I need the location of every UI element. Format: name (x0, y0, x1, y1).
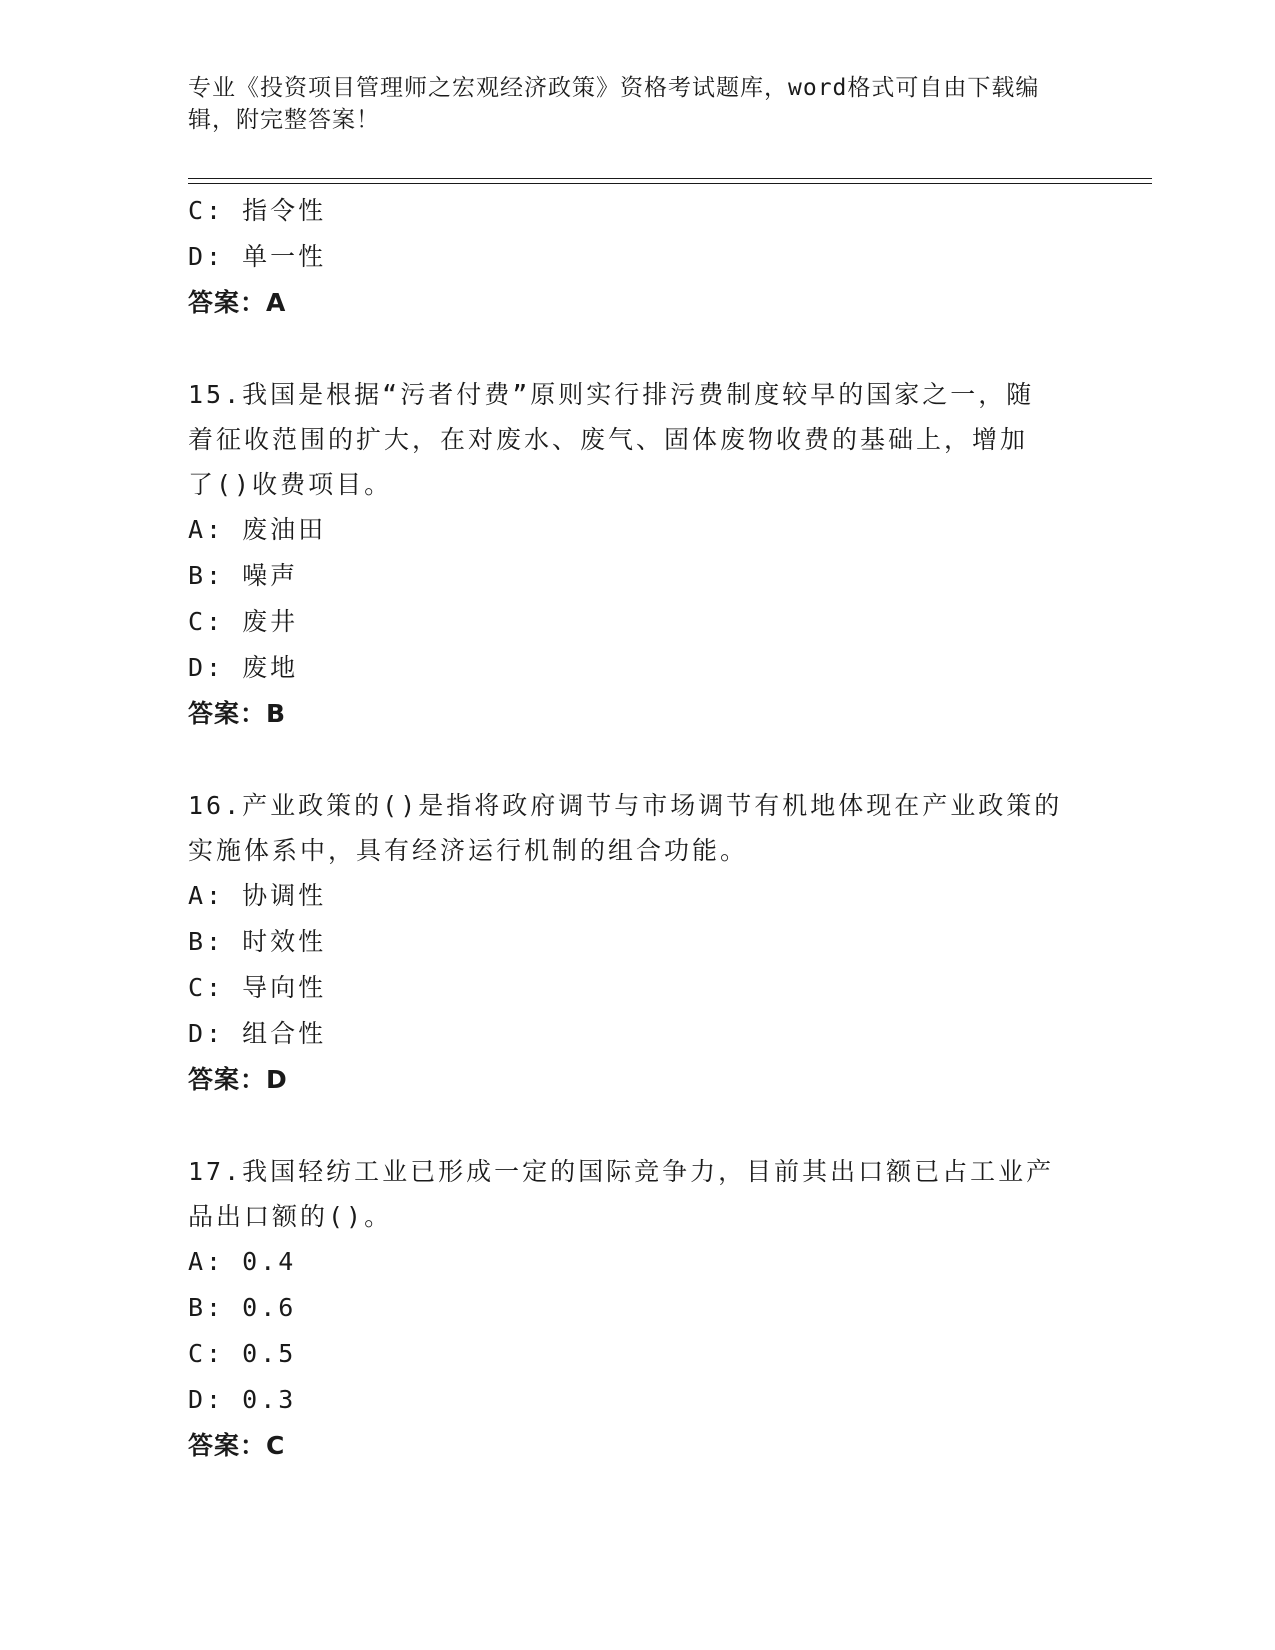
option-text: 导向性 (242, 973, 327, 1002)
answer-line: 答案：D (188, 1065, 288, 1094)
option-label: B: (188, 927, 225, 956)
option-text: 0.5 (242, 1339, 297, 1368)
question-content (188, 188, 1088, 1469)
option-d (188, 1377, 1088, 1423)
stem-line: 了()收费项目。 (188, 470, 393, 499)
option-text: 0.3 (242, 1385, 297, 1414)
stem-line: 15.我国是根据“污者付费”原则实行排污费制度较早的国家之一，随 (188, 380, 1035, 409)
header-rule-top (188, 178, 1152, 179)
option-label: A: (188, 515, 225, 544)
option-a (188, 873, 1088, 919)
option-label: D: (188, 1385, 225, 1414)
question-continued (188, 188, 1088, 326)
option-label: D: (188, 1019, 225, 1048)
option-b (188, 553, 1088, 599)
option-label: D: (188, 242, 225, 271)
option-text: 废地 (242, 653, 299, 682)
option-label: A: (188, 1247, 225, 1276)
question-17 (188, 1149, 1088, 1469)
question-stem (188, 783, 1068, 873)
option-a (188, 507, 1088, 553)
option-c (188, 599, 1088, 645)
option-c (188, 1331, 1088, 1377)
option-text: 废井 (242, 607, 299, 636)
header-line-2: 辑，附完整答案！ (188, 107, 380, 133)
option-d (188, 1011, 1088, 1057)
option-text: 噪声 (242, 561, 299, 590)
option-text: 时效性 (242, 927, 327, 956)
option-text: 0.6 (242, 1293, 297, 1322)
option-label: B: (188, 561, 225, 590)
option-text: 废油田 (242, 515, 327, 544)
option-label: C: (188, 1339, 225, 1368)
option-label: B: (188, 1293, 225, 1322)
stem-line: 16.产业政策的()是指将政府调节与市场调节有机地体现在产业政策的 (188, 791, 1063, 820)
option-label: C: (188, 607, 225, 636)
option-d (188, 234, 1088, 280)
option-d (188, 645, 1088, 691)
option-c (188, 188, 1088, 234)
option-label: C: (188, 196, 225, 225)
header-rule-bottom (188, 183, 1152, 184)
question-stem (188, 372, 1068, 507)
stem-line: 17.我国轻纺工业已形成一定的国际竞争力，目前其出口额已占工业产 (188, 1157, 1055, 1186)
question-15 (188, 372, 1088, 737)
option-text: 单一性 (242, 242, 327, 271)
stem-line: 实施体系中，具有经济运行机制的组合功能。 (188, 836, 749, 865)
option-text: 指令性 (242, 196, 327, 225)
option-b (188, 1285, 1088, 1331)
header-line-1: 专业《投资项目管理师之宏观经济政策》资格考试题库，word格式可自由下载编 (188, 75, 1040, 101)
option-a (188, 1239, 1088, 1285)
question-16 (188, 783, 1088, 1103)
option-text: 组合性 (242, 1019, 327, 1048)
stem-line: 着征收范围的扩大，在对废水、废气、固体废物收费的基础上，增加 (188, 425, 1029, 454)
option-b (188, 919, 1088, 965)
option-text: 0.4 (242, 1247, 297, 1276)
answer-line: 答案：A (188, 288, 287, 317)
document-header (188, 72, 1078, 136)
option-text: 协调性 (242, 881, 327, 910)
option-c (188, 965, 1088, 1011)
option-label: A: (188, 881, 225, 910)
answer-line: 答案：C (188, 1431, 286, 1460)
option-label: C: (188, 973, 225, 1002)
answer-line: 答案：B (188, 699, 287, 728)
question-stem (188, 1149, 1068, 1239)
option-label: D: (188, 653, 225, 682)
stem-line: 品出口额的()。 (188, 1202, 393, 1231)
